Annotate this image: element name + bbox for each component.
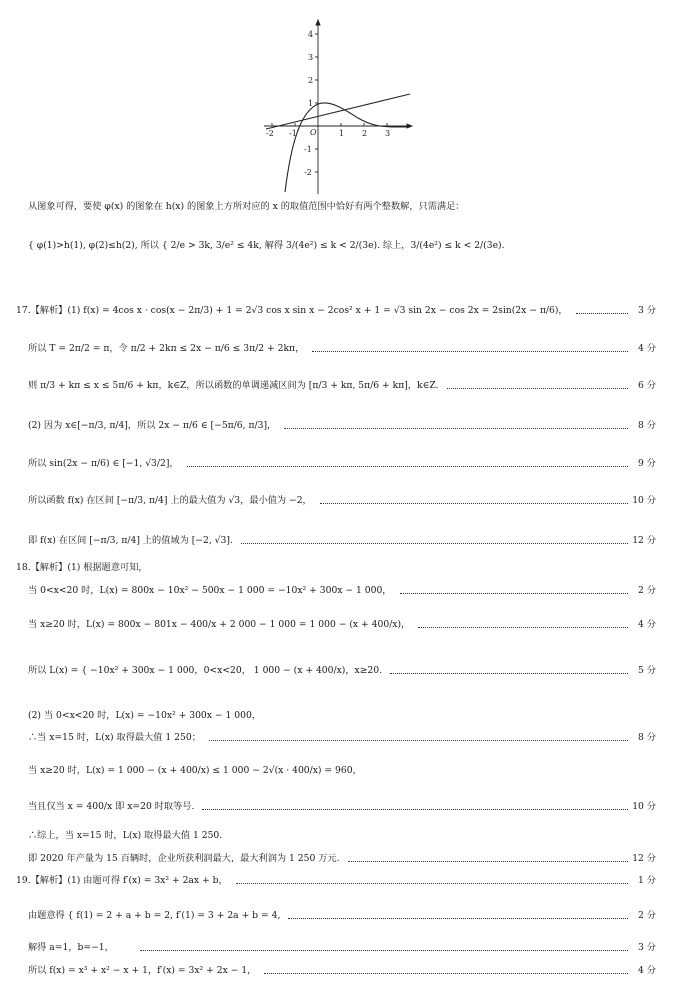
score-label: 4 分	[638, 965, 656, 976]
line-h	[266, 94, 410, 129]
leader-dots	[390, 673, 628, 674]
leader-dots	[576, 313, 628, 314]
y-tick-2: 2	[308, 76, 314, 85]
y-axis-arrow	[316, 20, 320, 25]
leader-dots	[140, 950, 628, 951]
line-text: 从图象可得，要使 φ(x) 的图象在 h(x) 的图象上方所对应的 x 的取值范围中恰好有两个整数解，只需满足：	[28, 201, 465, 212]
leader-dots	[320, 503, 628, 504]
x-tick-3: 3	[385, 129, 391, 138]
leader-dots	[348, 861, 628, 862]
leader-dots	[209, 740, 628, 741]
line-text: ∴当 x=15 时，L(x) 取得最大值 1 250；	[28, 732, 201, 743]
x-tick-neg1: -1	[289, 129, 297, 138]
leader-dots	[284, 428, 628, 429]
line-text: 19.【解析】(1) 由题可得 f′(x) = 3x² + 2ax + b，	[16, 875, 228, 886]
score-label: 5 分	[638, 665, 656, 676]
y-tick-3: 3	[308, 53, 314, 62]
leader-dots	[236, 883, 628, 884]
line-text: { φ(1)>h(1), φ(2)≤h(2), 所以 { 2/e > 3k, 3/e² ≤ 4k, 解得 3/(4e²) ≤ k < 2/(3e). 综上，3/(4e²) ≤ k < 2/(3e).	[28, 240, 505, 251]
y-tick-neg1: -1	[304, 145, 312, 154]
line-text: 即 f(x) 在区间 [−π/3, π/4] 上的值域为 [−2, √3].	[28, 535, 233, 546]
leader-dots	[202, 809, 628, 810]
leader-dots	[447, 388, 628, 389]
leader-dots	[288, 918, 628, 919]
line-text: 所以 sin(2x − π/6) ∈ [−1, √3/2]，	[28, 458, 179, 469]
leader-dots	[264, 973, 628, 974]
line-text: ∴综上，当 x=15 时，L(x) 取得最大值 1 250.	[28, 830, 223, 841]
line-text: 当且仅当 x = 400/x 即 x=20 时取等号.	[28, 801, 195, 812]
line-text: 所以 T = 2π/2 = π，令 π/2 + 2kπ ≤ 2x − π/6 ≤ 3π/2 + 2kπ，	[28, 343, 305, 354]
y-tick-4: 4	[308, 30, 314, 39]
line-text: 由题意得 { f(1) = 2 + a + b = 2, f′(1) = 3 + 2a + b = 4,	[28, 910, 281, 921]
score-label: 2 分	[638, 585, 656, 596]
y-tick-neg2: -2	[304, 168, 312, 177]
line-text: 即 2020 年产量为 15 百辆时，企业所获利润最大，最大利润为 1 250 万元.	[28, 853, 340, 864]
leader-dots	[418, 627, 628, 628]
line-text: 当 x≥20 时，L(x) = 1 000 − (x + 400/x) ≤ 1 000 − 2√(x · 400/x) = 960，	[28, 765, 362, 776]
score-label: 12 分	[632, 535, 656, 546]
line-text: 则 π/3 + kπ ≤ x ≤ 5π/6 + kπ，k∈Z，所以函数的单调递减区间为 [π/3 + kπ, 5π/6 + kπ]，k∈Z.	[28, 380, 439, 391]
line-text: 所以 f(x) = x³ + x² − x + 1，f′(x) = 3x² + 2x − 1，	[28, 965, 257, 976]
score-label: 10 分	[632, 495, 656, 506]
line-text: (2) 因为 x∈[−π/3, π/4]，所以 2x − π/6 ∈ [−5π/6, π/3]，	[28, 420, 277, 431]
score-label: 4 分	[638, 343, 656, 354]
line-text: 当 0<x<20 时，L(x) = 800x − 10x² − 500x − 1 000 = −10x² + 300x − 1 000，	[28, 585, 392, 596]
leader-dots	[400, 593, 629, 594]
score-label: 2 分	[638, 910, 656, 921]
line-text: 所以函数 f(x) 在区间 [−π/3, π/4] 上的最大值为 √3，最小值为 −2，	[28, 495, 312, 506]
score-label: 3 分	[638, 942, 656, 953]
x-tick-2: 2	[362, 129, 368, 138]
line-text: 解得 a=1，b=−1，	[28, 942, 114, 953]
score-label: 10 分	[632, 801, 656, 812]
line-text: (2) 当 0<x<20 时，L(x) = −10x² + 300x − 1 000，	[28, 710, 261, 721]
x-tick-neg2: -2	[266, 129, 274, 138]
score-label: 8 分	[638, 732, 656, 743]
score-label: 4 分	[638, 619, 656, 630]
origin-label: O	[310, 128, 317, 137]
line-text: 18.【解析】(1) 根据题意可知，	[16, 562, 148, 573]
leader-dots	[312, 351, 628, 352]
line-text: 17.【解析】(1) f(x) = 4cos x · cos(x − 2π/3) + 1 = 2√3 cos x sin x − 2cos² x + 1 = √3 sin 2x − cos 2x = 2sin(2x − π/6)，	[16, 305, 568, 316]
line-text: 所以 L(x) = { −10x² + 300x − 1 000，0<x<20， 1 000 − (x + 400/x)，x≥20.	[28, 665, 383, 676]
score-label: 9 分	[638, 458, 656, 469]
y-tick-1: 1	[308, 99, 314, 108]
leader-dots	[187, 466, 628, 467]
x-tick-1: 1	[339, 129, 345, 138]
score-label: 6 分	[638, 380, 656, 391]
score-label: 1 分	[638, 875, 656, 886]
score-label: 12 分	[632, 853, 656, 864]
line-text: 当 x≥20 时，L(x) = 800x − 801x − 400/x + 2 000 − 1 000 = 1 000 − (x + 400/x)，	[28, 619, 411, 630]
score-label: 3 分	[638, 305, 656, 316]
score-label: 8 分	[638, 420, 656, 431]
leader-dots	[241, 543, 628, 544]
function-graph	[258, 14, 418, 196]
